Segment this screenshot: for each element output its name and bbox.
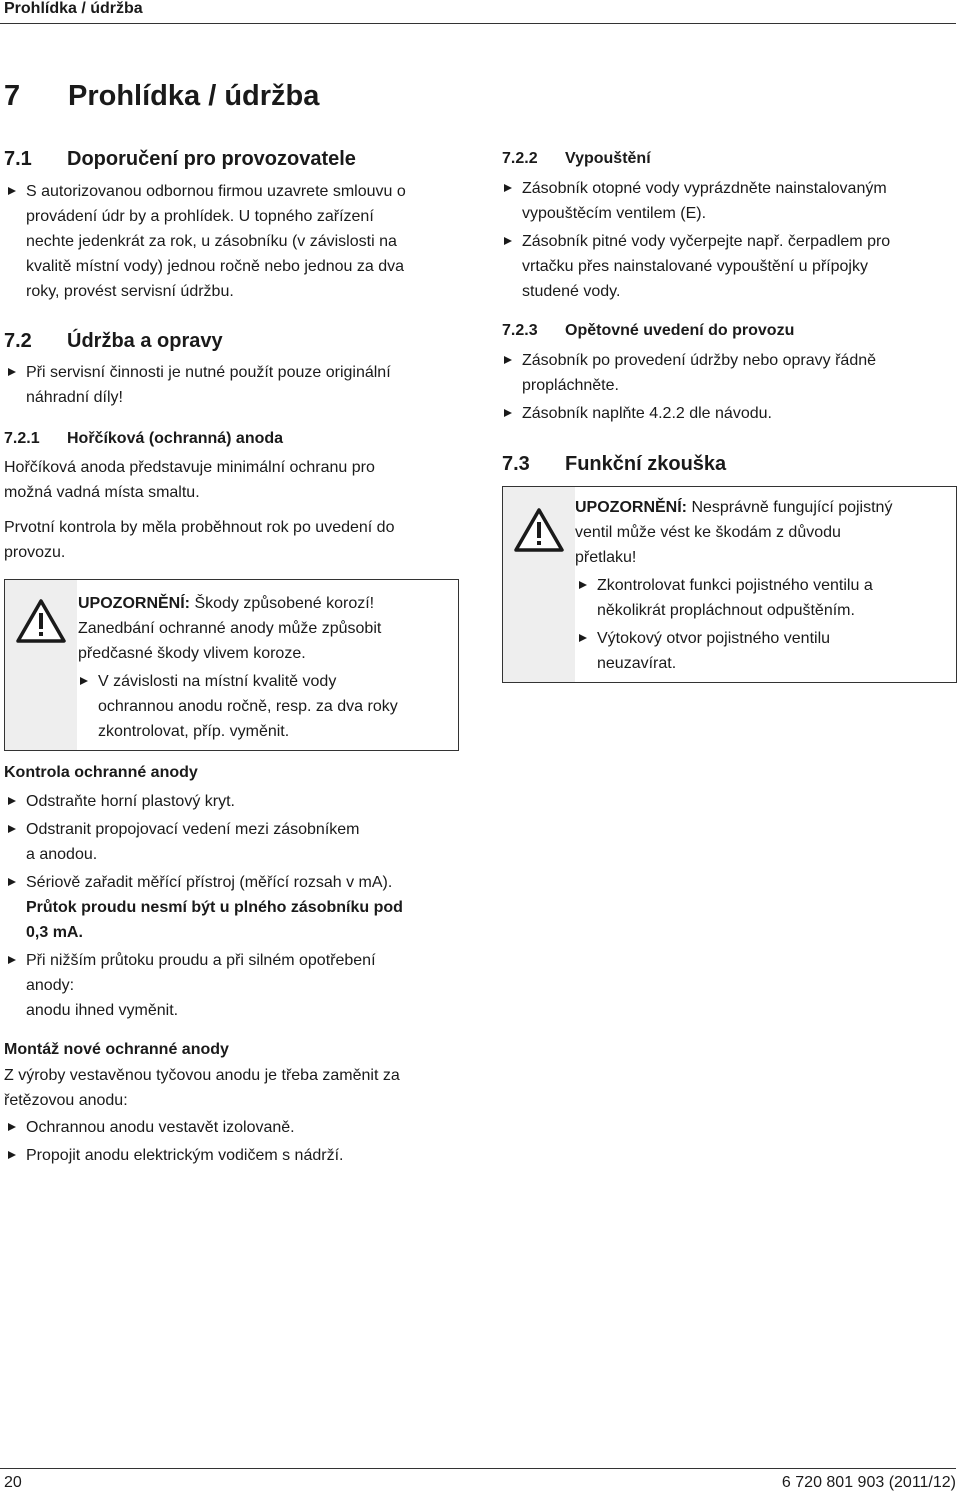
- anode-paragraph-2: Prvotní kontrola by měla proběhnout rok po uvedení do provozu.: [4, 519, 395, 561]
- section-title: Údržba a opravy: [67, 330, 223, 352]
- section-7-2-3-list: [502, 348, 956, 426]
- warning-triangle-icon: [15, 598, 67, 644]
- anode-paragraph-1: Hořčíková anoda představuje minimální ochranu pro možná vadná místa smaltu.: [4, 459, 375, 501]
- page-number: 20: [4, 1474, 22, 1491]
- pressure-warning-box: [502, 486, 957, 683]
- anode-install-paragraph: Z výroby vestavěnou tyčovou anodu je třeba zaměnit za řetězovou anodu:: [4, 1067, 400, 1109]
- section-number: 7.2.2: [502, 150, 538, 167]
- chapter-heading: [4, 80, 319, 113]
- section-7-2-2-list: [502, 176, 956, 304]
- warning-bullet: [78, 669, 453, 744]
- bullet-item: Zkontrolovat funkci pojistného ventilu a několikrát propláchnout odpuštěním.: [577, 573, 952, 623]
- section-number: 7.3: [502, 453, 530, 475]
- section-title: Doporučení pro provozovatele: [67, 148, 356, 170]
- bullet-item: Zásobník otopné vody vyprázdněte nainstalovaným vypouštěcím ventilem (E).: [502, 176, 956, 226]
- section-title: Opětovné uvedení do provozu: [565, 322, 795, 339]
- section-title: Vypouštění: [565, 150, 651, 167]
- bullet-item: Propojit anodu elektrickým vodičem s nádrží.: [6, 1143, 476, 1168]
- anode-install-list: [6, 1115, 476, 1168]
- footer-rule: [0, 1468, 956, 1469]
- warning-text: UPOZORNĚNÍ: Škody způsobené korozí! Zanedbání ochranné anody může způsobit předčasné škody vlivem koroze.: [78, 595, 382, 662]
- section-title: Hořčíková (ochranná) anoda: [67, 430, 284, 447]
- section-number: 7.2: [4, 330, 32, 352]
- warning-triangle-icon: [513, 507, 565, 553]
- section-title: Funkční zkouška: [565, 453, 727, 475]
- bullet-item: S autorizovanou odbornou firmou uzavrete smlouvu o provádení údr by a prohlídek. U topného zařízení nechte jedenkrát za rok, u zásobníku (v závislosti na kvalitě místní vody) jednou ročně nebo jednou za dva roky, provést servisní údržbu.: [6, 179, 466, 304]
- anode-check-heading: Kontrola ochranné anody: [4, 764, 198, 781]
- anode-install-heading: Montáž nové ochranné anody: [4, 1041, 229, 1058]
- document-number: 6 720 801 903 (2011/12): [781, 1474, 956, 1491]
- bullet-item: Ochrannou anodu vestavět izolovaně.: [6, 1115, 476, 1140]
- bullet-item: Odstranit propojovací vedení mezi zásobníkem a anodou.: [6, 817, 476, 867]
- section-number: 7.1: [4, 148, 32, 170]
- section-7-2-2-heading: [502, 150, 651, 168]
- header-rule: [0, 23, 956, 24]
- bullet-item: Odstraňte horní plastový kryt.: [6, 789, 476, 814]
- warning-text: UPOZORNĚNÍ: Nesprávně fungující pojistný ventil může vést ke škodám z důvodu přetlaku!: [575, 499, 893, 566]
- section-7-2-heading: [4, 330, 223, 353]
- bullet-item: Při servisní činnosti je nutné použít pouze originální náhradní díly!: [6, 360, 466, 410]
- anode-check-list: [6, 789, 476, 1023]
- section-7-2-1-heading: [4, 430, 283, 448]
- section-number: 7.2.3: [502, 322, 538, 339]
- section-7-1-heading: [4, 148, 356, 171]
- bullet-item: Výtokový otvor pojistného ventilu neuzavírat.: [577, 626, 952, 676]
- section-7-2-3-heading: [502, 322, 794, 340]
- bullet-item: Zásobník pitné vody vyčerpejte např. čerpadlem pro vrtačku přes nainstalované vypouštění u přípojky studené vody.: [502, 229, 956, 304]
- chapter-number: 7: [4, 80, 21, 112]
- section-number: 7.2.1: [4, 430, 40, 447]
- warning-label: UPOZORNĚNÍ:: [575, 499, 687, 516]
- corrosion-warning-box: [4, 579, 459, 751]
- section-7-1-bullet: [6, 179, 466, 304]
- bullet-item: Při nižším průtoku proudu a při silném opotřebení anody: anodu ihned vyměnit.: [6, 948, 476, 1023]
- running-header: Prohlídka / údržba: [4, 0, 143, 17]
- section-7-3-heading: [502, 453, 726, 476]
- chapter-title: Prohlídka / údržba: [68, 80, 320, 112]
- warning-list: [577, 573, 952, 676]
- warning-label: UPOZORNĚNÍ:: [78, 595, 190, 612]
- bullet-item: V závislosti na místní kvalitě vody ochrannou anodu ročně, resp. za dva roky zkontrolovat, příp. vyměnit.: [78, 669, 453, 744]
- bullet-item: Zásobník naplňte 4.2.2 dle návodu.: [502, 401, 956, 426]
- section-7-2-bullet: [6, 360, 466, 410]
- bullet-item: Sériově zařadit měřící přístroj (měřící rozsah v mA). Průtok proudu nesmí být u plného zásobníku pod 0,3 mA.: [6, 870, 476, 945]
- bullet-item: Zásobník po provedení údržby nebo opravy řádně propláchněte.: [502, 348, 956, 398]
